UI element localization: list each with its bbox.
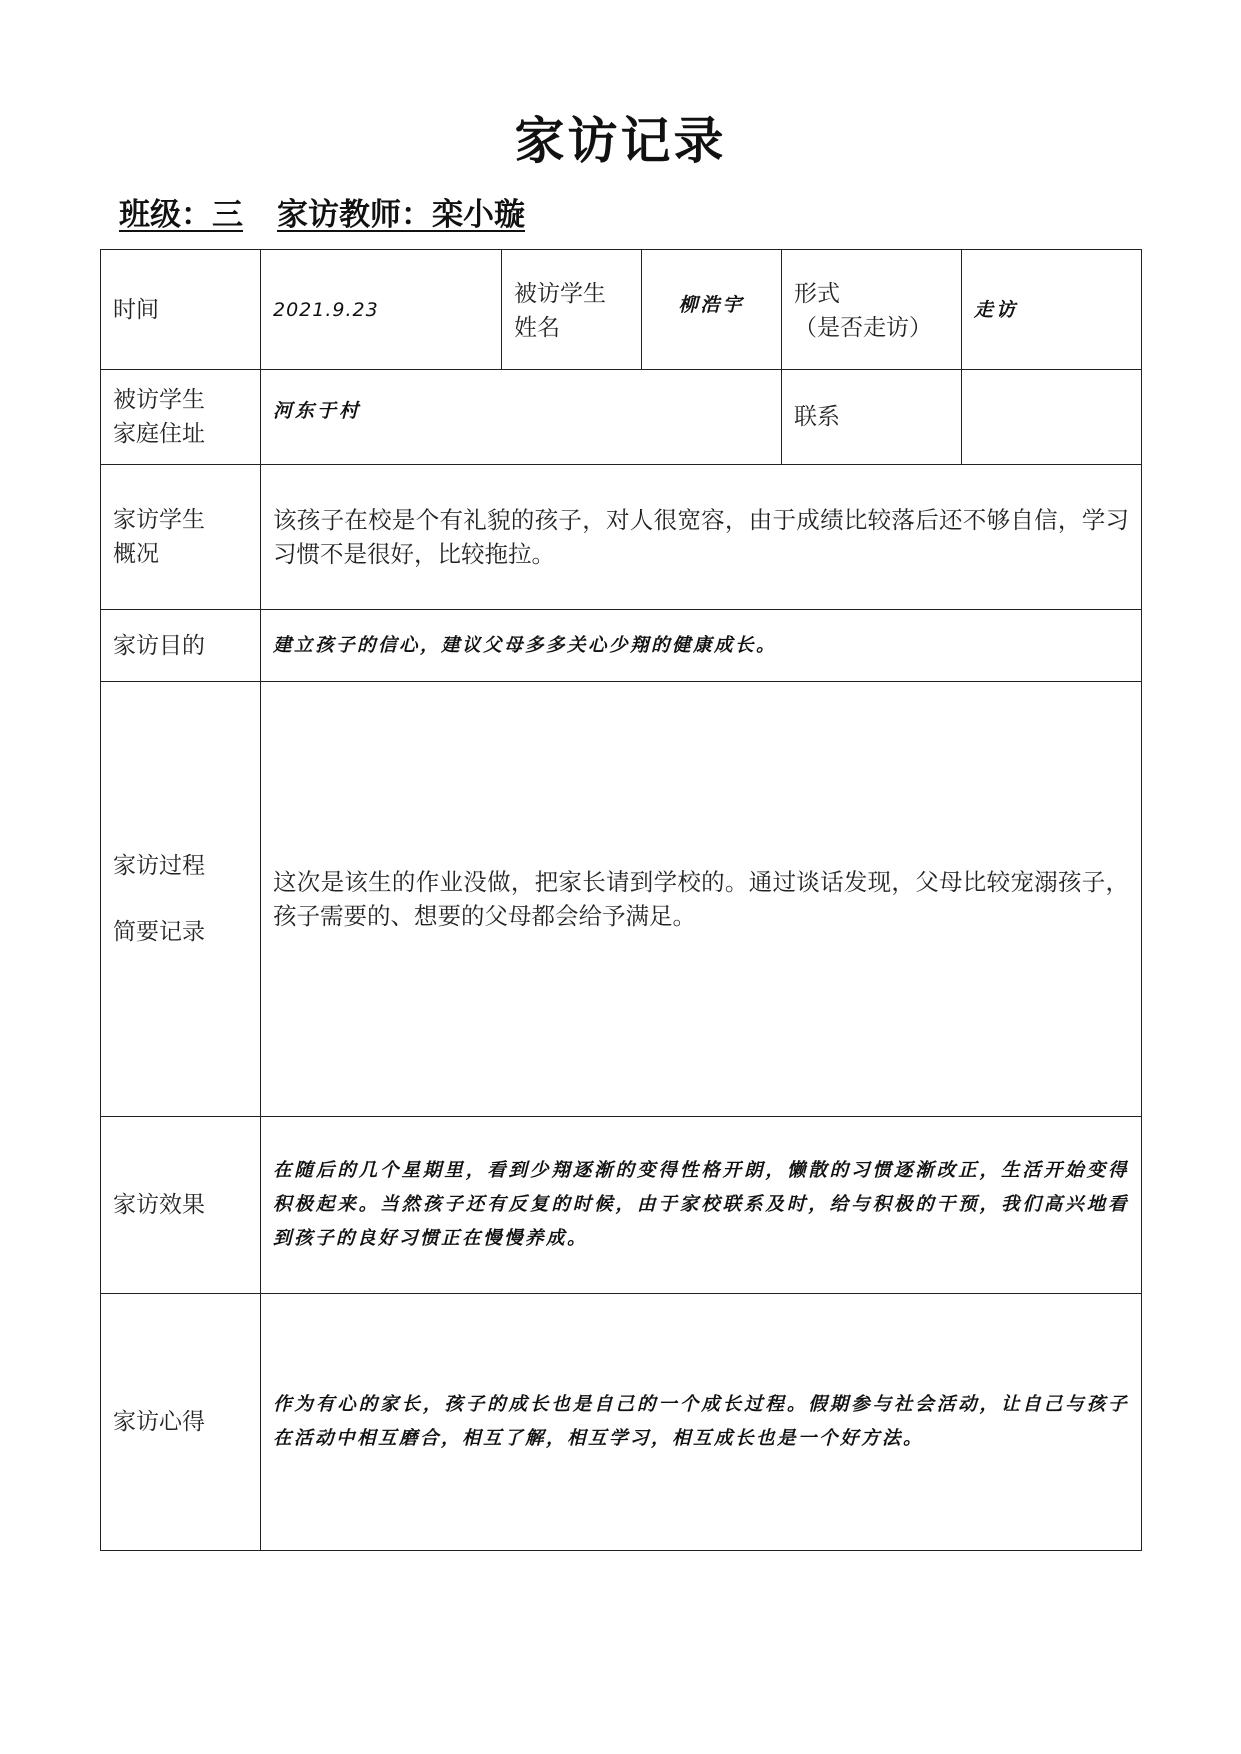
table-row [101, 1294, 1142, 1551]
address-value: 河东于村 [273, 400, 362, 422]
table-row [101, 250, 1142, 370]
form-value: 走访 [974, 299, 1019, 321]
process-label-line1: 家访过程 [113, 853, 205, 879]
insight-label-cell [101, 1294, 261, 1551]
insight-label: 家访心得 [113, 1409, 205, 1435]
student-name-label-line2: 姓名 [514, 315, 560, 341]
contact-label: 联系 [794, 404, 840, 430]
form-label-line2: （是否走访） [794, 315, 932, 341]
process-text: 这次是该生的作业没做，把家长请到学校的。通过谈话发现，父母比较宠溺孩子，孩子需要的、想要的父母都会给予满足。 [273, 868, 1129, 930]
effect-value-cell [261, 1117, 1142, 1294]
overview-label-line1: 家访学生 [113, 507, 205, 533]
purpose-text: 建立孩子的信心，建议父母多多关心少翔的健康成长。 [273, 634, 778, 656]
table-row [101, 610, 1142, 682]
effect-label: 家访效果 [113, 1192, 205, 1218]
address-label-line1: 被访学生 [113, 387, 205, 413]
page-title: 家访记录 [514, 112, 727, 170]
table-row [101, 370, 1142, 465]
student-name-value-cell [642, 250, 782, 370]
address-value-cell [261, 370, 782, 465]
record-subheader [119, 197, 525, 233]
effect-label-cell [101, 1117, 261, 1294]
time-label-cell [101, 250, 261, 370]
student-name-value: 柳浩宇 [678, 294, 745, 316]
insight-text: 作为有心的家长，孩子的成长也是自己的一个成长过程。假期参与社会活动，让自己与孩子在活动中相互磨合，相互了解，相互学习，相互成长也是一个好方法。 [273, 1394, 1129, 1449]
contact-label-cell [782, 370, 962, 465]
student-name-label-cell [502, 250, 642, 370]
visit-date: 2021.9.23 [273, 299, 379, 321]
address-label-cell [101, 370, 261, 465]
insight-value-cell [261, 1294, 1142, 1551]
visit-record-table [100, 249, 1142, 1551]
class-info: 班级：三 [119, 197, 243, 233]
form-label-line1: 形式 [794, 281, 840, 307]
overview-value-cell [261, 465, 1142, 610]
address-label-line2: 家庭住址 [113, 421, 205, 447]
overview-label-cell [101, 465, 261, 610]
purpose-label-cell [101, 610, 261, 682]
purpose-value-cell [261, 610, 1142, 682]
time-label: 时间 [113, 296, 159, 323]
student-name-label-line1: 被访学生 [514, 281, 606, 307]
process-label-cell [101, 682, 261, 1117]
form-label-cell [782, 250, 962, 370]
form-value-cell [962, 250, 1142, 370]
purpose-label: 家访目的 [113, 632, 205, 659]
table-row [101, 682, 1142, 1117]
process-value-cell [261, 682, 1142, 1117]
table-row [101, 1117, 1142, 1294]
overview-label-line2: 概况 [113, 541, 159, 567]
time-value-cell [261, 250, 502, 370]
overview-text: 该孩子在校是个有礼貌的孩子，对人很宽容，由于成绩比较落后还不够自信，学习习惯不是很好，比较拖拉。 [273, 506, 1129, 568]
teacher-info: 家访教师：栾小璇 [277, 197, 525, 233]
effect-text: 在随后的几个星期里，看到少翔逐渐的变得性格开朗，懒散的习惯逐渐改正，生活开始变得积极起来。当然孩子还有反复的时候，由于家校联系及时，给与积极的干预，我们高兴地看到孩子的良好习惯正在慢慢养成。 [273, 1160, 1129, 1249]
process-label-line2: 简要记录 [113, 919, 205, 945]
contact-value-cell [962, 370, 1142, 465]
table-row [101, 465, 1142, 610]
